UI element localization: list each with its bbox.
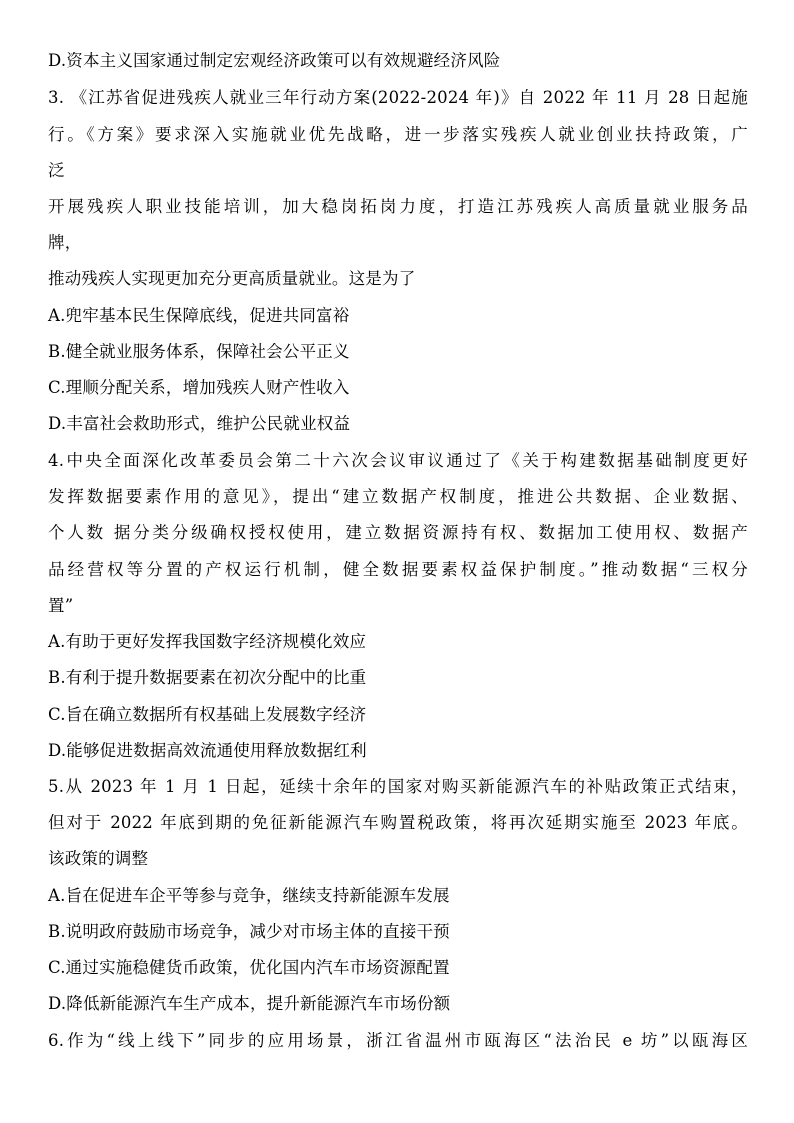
text-line-q4-option-b: B.有利于提升数据要素在初次分配中的比重 (48, 668, 367, 687)
text-line-q4-option-c: C.旨在确立数据所有权基础上发展数字经济 (48, 705, 367, 724)
text-line-q3-option-a: A.兜牢基本民生保障底线，促进共同富裕 (48, 306, 350, 325)
text-line-q5-option-a: A.旨在促进车企平等参与竞争，继续支持新能源车发展 (48, 886, 450, 905)
text-line-q3-option-b: B.健全就业服务体系，保障社会公平正义 (48, 342, 350, 361)
text-line-q5-option-c: C.通过实施稳健货币政策，优化国内汽车市场资源配置 (48, 958, 450, 977)
text-line-q4-stem-4: 品经营权等分置的产权运行机制，健全数据要素权益保护制度。”推动数据“三权分 (48, 560, 748, 579)
text-line-q5-stem-1: 5.从 2023 年 1 月 1 日起，延续十余年的国家对购买新能源汽车的补贴政策正式结束， (48, 777, 748, 796)
text-line-q4-stem-2: 发挥数据要素作用的意见》，提出“建立数据产权制度，推进公共数据、企业数据、 (48, 487, 748, 506)
text-line-q6-stem-1: 6.作为“线上线下”同步的应用场景，浙江省温州市瓯海区“法治民 e 坊”以瓯海区 (48, 1031, 748, 1050)
text-line-q4-stem-3: 个人数 据分类分级确权授权使用，建立数据资源持有权、数据加工使用权、数据产 (48, 523, 748, 542)
text-line-q3-stem-4: 开展残疾人职业技能培训，加大稳岗拓岗力度，打造江苏残疾人高质量就业服务品 (48, 197, 748, 216)
text-line-option-d-q2: D.资本主义国家通过制定宏观经济政策可以有效规避经济风险 (48, 51, 501, 70)
text-line-q5-stem-2: 但对于 2022 年底到期的免征新能源汽车购置税政策，将再次延期实施至 2023 年底。 (48, 813, 748, 832)
text-line-q3-stem-2: 行。《方案》要求深入实施就业优先战略，进一步落实残疾人就业创业扶持政策，广 (48, 125, 748, 144)
text-line-q5-option-d: D.降低新能源汽车生产成本，提升新能源汽车市场份额 (48, 994, 451, 1013)
text-line-q3-stem-3: 泛 (48, 161, 65, 180)
text-line-q3-stem-5: 牌， (48, 233, 82, 252)
text-line-q3-option-c: C.理顺分配关系，增加残疾人财产性收入 (48, 378, 350, 397)
text-line-q4-option-d: D.能够促进数据高效流通使用释放数据红利 (48, 741, 367, 760)
text-line-q3-option-d: D.丰富社会救助形式，维护公民就业权益 (48, 414, 351, 433)
text-line-q5-stem-3: 该政策的调整 (48, 849, 149, 868)
text-line-q3-stem-1: 3. 《江苏省促进残疾人就业三年行动方案(2022-2024 年)》自 2022 年 11 月 28 日起施 (48, 88, 748, 107)
text-line-q5-option-b: B.说明政府鼓励市场竞争，减少对市场主体的直接干预 (48, 922, 450, 941)
text-line-q3-stem-6: 推动残疾人实现更加充分更高质量就业。这是为了 (48, 269, 416, 288)
text-line-q4-stem-1: 4.中央全面深化改革委员会第二十六次会议审议通过了《关于构建数据基础制度更好 (48, 451, 748, 470)
text-line-q4-option-a: A.有助于更好发挥我国数字经济规模化效应 (48, 632, 367, 651)
text-line-q4-stem-5: 置” (48, 596, 74, 615)
